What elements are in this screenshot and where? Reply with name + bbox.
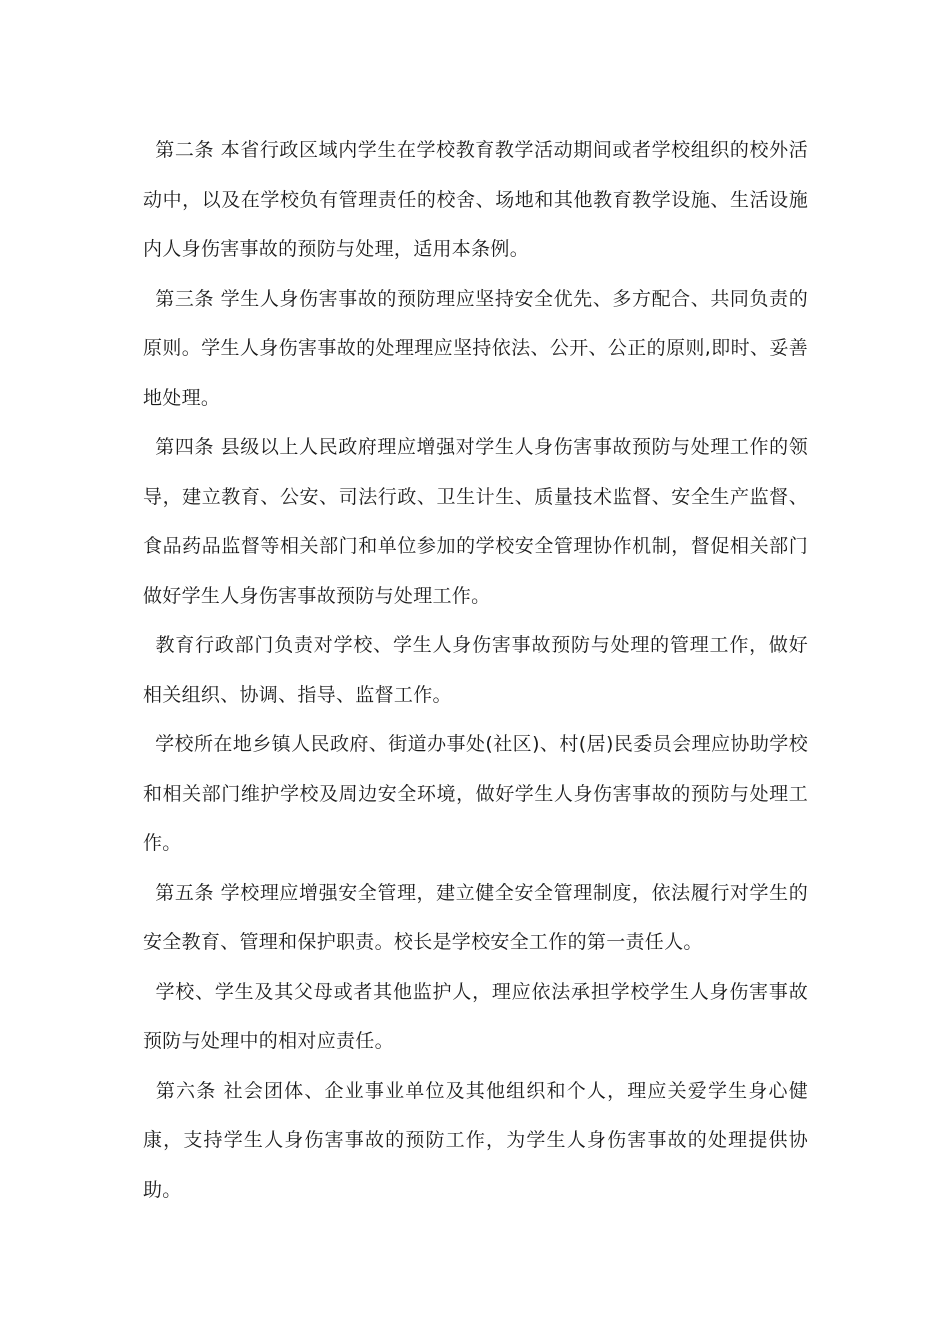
paragraph-text: 第五条 学校理应增强安全管理，建立健全安全管理制度，依法履行对学生的安全教育、管理和保护职责。校长是学校安全工作的第一责任人。 <box>143 881 808 953</box>
paragraph-local-government <box>143 720 808 869</box>
paragraph-text: 学校、学生及其父母或者其他监护人，理应依法承担学校学生人身伤害事故预防与处理中的相对应责任。 <box>143 980 808 1052</box>
paragraph-text: 学校所在地乡镇人民政府、街道办事处(社区)、村(居)民委员会理应协助学校和相关部门维护学校及周边安全环境，做好学生人身伤害事故的预防与处理工作。 <box>143 733 808 854</box>
paragraph-guardians <box>143 968 808 1067</box>
paragraph-article-2 <box>143 126 808 275</box>
paragraph-article-4 <box>143 423 808 621</box>
paragraph-text: 第四条 县级以上人民政府理应增强对学生人身伤害事故预防与处理工作的领导，建立教育、公安、司法行政、卫生计生、质量技术监督、安全生产监督、食品药品监督等相关部门和单位参加的学校安全管理协作机制，督促相关部门做好学生人身伤害事故预防与处理工作。 <box>143 436 808 607</box>
paragraph-text: 第二条 本省行政区域内学生在学校教育教学活动期间或者学校组织的校外活动中，以及在学校负有管理责任的校舍、场地和其他教育教学设施、生活设施内人身伤害事故的预防与处理，适用本条例。 <box>143 139 808 260</box>
paragraph-text: 第三条 学生人身伤害事故的预防理应坚持安全优先、多方配合、共同负责的原则。学生人身伤害事故的处理理应坚持依法、公开、公正的原则,即时、妥善地处理。 <box>143 287 808 409</box>
paragraph-text: 第六条 社会团体、企业事业单位及其他组织和个人，理应关爱学生身心健康，支持学生人身伤害事故的预防工作，为学生人身伤害事故的处理提供协助。 <box>143 1079 808 1201</box>
paragraph-education-dept <box>143 621 808 720</box>
paragraph-text: 教育行政部门负责对学校、学生人身伤害事故预防与处理的管理工作，做好相关组织、协调、指导、监督工作。 <box>143 634 808 706</box>
document-body <box>143 126 808 1215</box>
paragraph-article-5 <box>143 869 808 968</box>
paragraph-article-3 <box>143 275 808 424</box>
paragraph-article-6 <box>143 1067 808 1216</box>
